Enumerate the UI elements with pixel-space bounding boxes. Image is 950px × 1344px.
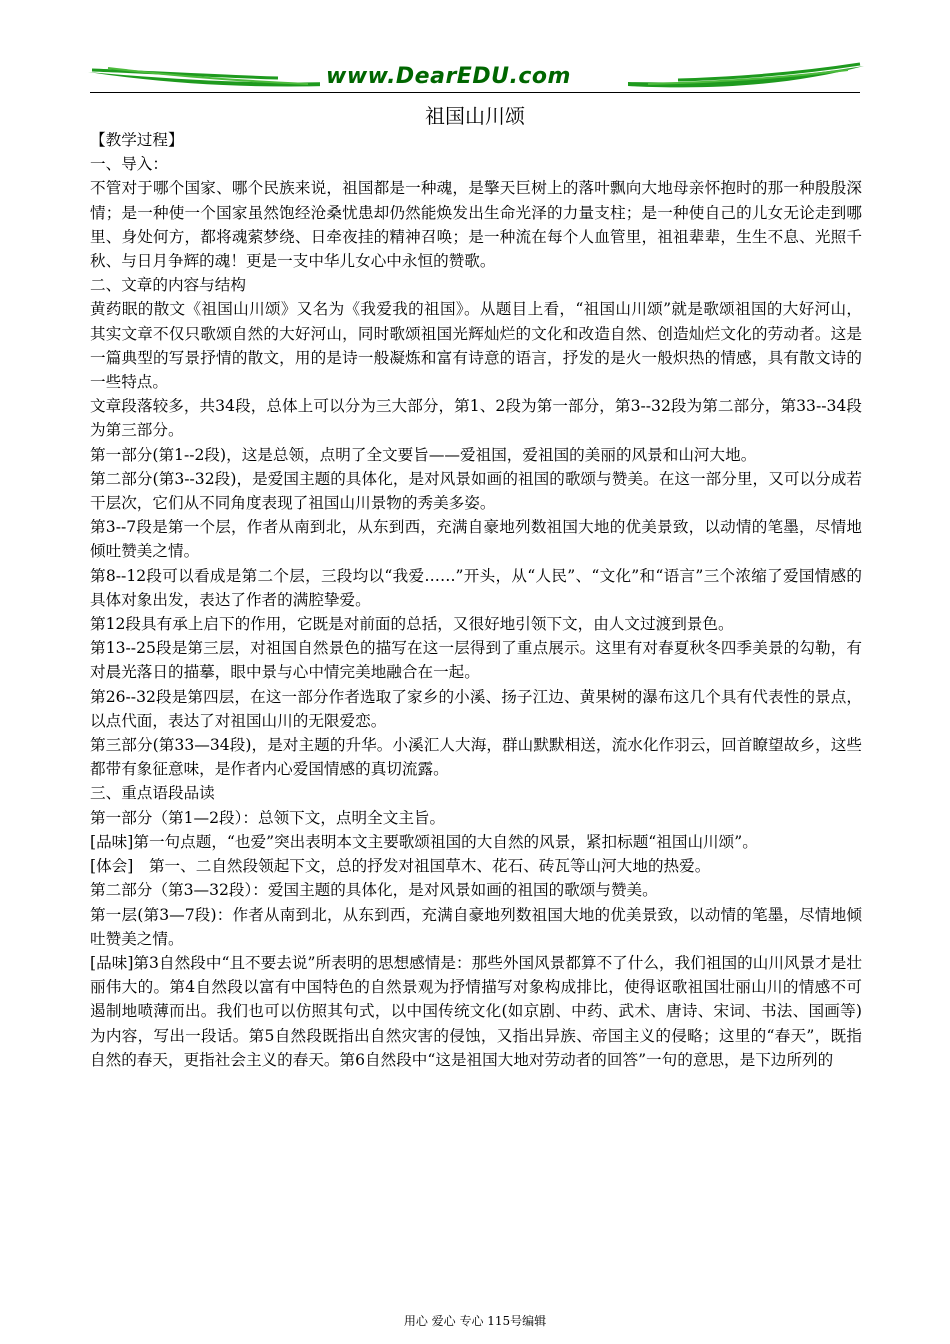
paragraph: 第二部分（第3—32段）：爱国主题的具体化，是对风景如画的祖国的歌颂与赞美。 <box>90 881 658 900</box>
paragraph: 一、导入： <box>90 155 168 174</box>
paragraph: 第二部分(第3--32段)，是爱国主题的具体化，是对风景如画的祖国的歌颂与赞美。在这一部分里，又可以分成若干层次，它们从不同角度表现了祖国山川景物的秀美多姿。 <box>90 469 862 513</box>
paragraph: 第3--7段是第一个层，作者从南到北，从东到西，充满自豪地列数祖国大地的优美景致，以动情的笔墨，尽情地倾吐赞美之情。 <box>90 518 862 561</box>
paragraph: 第26--32段是第四层，在这一部分作者选取了家乡的小溪、扬子江边、黄果树的瀑布这几个具有代表性的景点，以点代面，表达了对祖国山川的无限爱恋。 <box>90 687 862 730</box>
paragraph: 第一部分（第1—2段）：总领下文，点明全文主旨。 <box>90 808 446 827</box>
paragraph: 【教学过程】 <box>90 131 184 149</box>
paragraph: 第8--12段可以看成是第二个层，三段均以“我爱……”开头，从“人民”、“文化”和“语言”三个浓缩了爱国情感的具体对象出发，表达了作者的满腔挚爱。 <box>90 566 862 609</box>
paragraph: 第13--25段是第三层，对祖国自然景色的描写在这一层得到了重点展示。这里有对春夏秋冬四季美景的勾勒，有对晨光落日的描摹，眼中景与心中情完美地融合在一起。 <box>90 639 862 682</box>
paragraph: 三、重点语段品读 <box>90 784 215 803</box>
paragraph: 第一层(第3—7段)：作者从南到北，从东到西，充满自豪地列数祖国大地的优美景致，以动情的笔墨，尽情地倾吐赞美之情。 <box>90 905 862 948</box>
paragraph: 文章段落较多，共34段，总体上可以分为三大部分，第1、2段为第一部分，第3--32段为第二部分，第33--34段为第三部分。 <box>90 397 862 440</box>
document-title: 祖国山川颂 <box>425 104 525 128</box>
header-divider <box>90 92 860 93</box>
page-footer: 用心 爱心 专心 115号编辑 <box>403 1314 547 1328</box>
paragraph: 第一部分(第1--2段)，这是总领，点明了全文要旨——爱祖国，爱祖国的美丽的风景和山河大地。 <box>90 445 757 464</box>
paragraph: [体会] 第一、二自然段领起下文，总的抒发对祖国草木、花石、砖瓦等山河大地的热爱。 <box>90 857 711 876</box>
paragraph: 第三部分(第33—34段)，是对主题的升华。小溪汇人大海，群山默默相送，流水化作羽云，回首瞭望故乡，这些都带有象征意味，是作者内心爱国情感的真切流露。 <box>90 736 862 779</box>
paragraph: 黄药眠的散文《祖国山川颂》又名为《我爱我的祖国》。从题目上看，“祖国山川颂”就是歌颂祖国的大好河山，其实文章不仅只歌颂自然的大好河山，同时歌颂祖国光辉灿烂的文化和改造自然、创造灿烂文化的劳动者。这是一篇典型的写景抒情的散文，用的是诗一般凝炼和富有诗意的语言，抒发的是火一般炽热的情感，具有散文诗的一些特点。 <box>90 300 862 392</box>
paragraph: 不管对于哪个国家、哪个民族来说，祖国都是一种魂，是擎天巨树上的落叶飘向大地母亲怀抱时的那一种殷殷深情；是一种使一个国家虽然饱经沧桑忧患却仍然能焕发出生命光泽的力量支柱；是一种使自己的儿女无论走到哪里、身处何方，都将魂萦梦绕、日牵夜挂的精神召唤；是一种流在每个人血管里，祖祖辈辈，生生不息、光照千秋、与日月争辉的魂！更是一支中华儿女心中永恒的赞歌。 <box>90 179 862 271</box>
paragraph: 二、文章的内容与结构 <box>90 276 246 295</box>
paragraph: 第12段具有承上启下的作用，它既是对前面的总括，又很好地引领下文，由人文过渡到景色。 <box>90 615 734 634</box>
site-logo: www.DearEDU.com <box>320 64 577 89</box>
document-body <box>90 128 862 1072</box>
paragraph: [品味]第3自然段中“且不要去说”所表明的思想感情是：那些外国风景都算不了什么，我们祖国的山川风景才是壮丽伟大的。第4自然段以富有中国特色的自然景观为抒情描写对象构成排比，使得讴歌祖国壮丽山川的情感不可遏制地喷薄而出。我们也可以仿照其句式，以中国传统文化(如京剧、中药、武术、唐诗、宋词、书法、国画等)为内容，写出一段话。第5自然段既指出自然灾害的侵蚀，又指出异族、帝国主义的侵略；这里的“春天”，既指自然的春天，更指社会主义的春天。第6自然段中“这是祖国大地对劳动者的回答”一句的意思，是下边所列的 <box>90 953 862 1069</box>
paragraph: [品味]第一句点题，“也爱”突出表明本文主要歌颂祖国的大自然的风景，紧扣标题“祖国山川颂”。 <box>90 832 758 851</box>
